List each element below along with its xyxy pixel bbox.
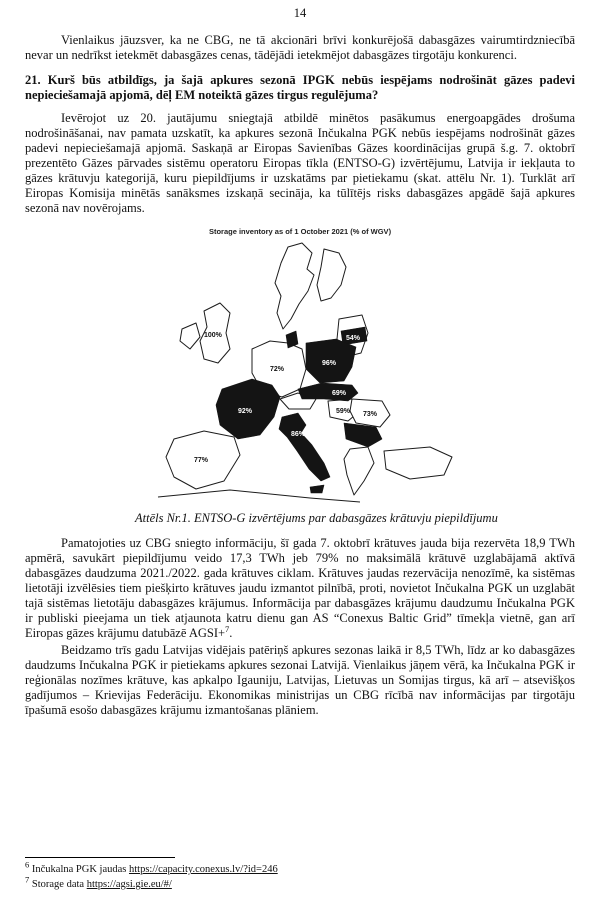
footnote-7-label: Storage data [31,879,87,890]
map-sicily-shape [310,485,324,493]
map-label-spain: 77% [194,457,209,464]
footnote-6 [25,859,575,877]
figure-caption: Attēls Nr.1. ENTSO-G izvērtējums par dabasgāzes krātuvju piepildījumu [135,511,498,525]
figure-entso-g-map [135,224,498,526]
map-denmark-shape [286,331,298,348]
map-label-romania: 73% [363,411,378,418]
paragraph-2: Ievērojot uz 20. jautājumu sniegtajā atbildē minētos pasākumus energoapgādes drošuma nodrošināšanai, nav pamata uzskatīt, ka apkures sezonā Inčukalna PGK nebūs iespējams nodrošināt gāzes padevi nepieciešamajā apjomā. Saskaņā ar Eiropas Savienības Gāzes koordinācijas grupā š.g. 7. oktobrī prezentēto Gāzes pārvades sistēmu operatoru Eiropas tīkla (ENTSO-G) izvērtējumu, Latvija ir iekļauta to gāzes krātuvju kategorijā, kuru piepildījums ir uzskatāms par pietiekamu (skat. attēlu Nr. 1). Turklāt arī Eiropas Komisija minētās sanāksmes izskaņā secināja, ka tūlītējs risks dabasgāzes apgādē šajā apkures sezonā nav novērojams. [25,111,575,215]
footnotes-section [25,857,575,892]
map-label-slovakia: 69% [332,390,347,397]
paragraph-3 [25,536,575,641]
question-21-heading: 21. Kurš būs atbildīgs, ja šajā apkures sezonā IPGK nebūs iespējams nodrošināt gāzes padevi nepieciešamajā apjomā, dēļ EM noteiktā gāzes tirgus regulējuma? [25,73,575,102]
paragraph-1: Vienlaikus jāuzsver, ka ne CBG, ne tā akcionāri brīvi konkurējošā dabasgāzes vairumtirdzniecībā nevar un nedrīkst ietekmēt dabasgāzes cenas, tādējādi ietekmējot dabasgāzes tirgotāju konkurenci. [25,33,575,62]
paragraph-4: Beidzamo trīs gadu Latvijas vidējais patēriņš apkures sezonas laikā ir 8,5 TWh, līdz ar ko dabasgāzes daudzums Inčukalna PGK ir pietiekams apkures sezonai Latvijā. Vienlaikus jāņem vērā, ka Inčukalna PGK ir reģionālas nozīmes krātuve, kas apkalpo Igauniju, Latvijas, Lietuvas un Somijas tirgus, kā arī – atsevišķos gadījumos – Krievijas Federāciju. Ekonomikas ministrijas un CBG rīcībā nav informācijas par tirgotāju īpašumā esošo dabasgāzes krājumu izmantošanas plāniem. [25,643,575,717]
map-italy-shape [279,413,330,481]
paragraph-3-tail: . [229,626,233,640]
map-label-latvia: 54% [346,335,361,342]
map-label-poland: 96% [322,360,337,367]
map-czech-slovakia-shape [298,383,358,401]
map-greece-shape [344,447,374,495]
map-finland-shape [317,249,346,301]
footnote-6-marker: 6 [25,859,30,870]
map-title: Storage inventory as of 1 October 2021 (% of WGV) [208,227,392,236]
footnote-7-marker: 7 [25,874,30,885]
map-label-germany: 72% [270,366,285,373]
footnote-ref-7: 7 [225,623,230,634]
map-label-italy: 86% [291,431,306,438]
map-label-france: 92% [238,408,253,415]
map-africa-coastline [158,490,360,502]
paragraph-3-text: Pamatojoties uz CBG sniegto informāciju, šī gada 7. oktobrī krātuves jauda bija rezervēta 18,9 TWh apmērā, savukārt piepildījumu veido 17,3 TWh jeb 79% no maksimālā krātuvē uzglabājamā aktīvā dabasgāzes daudzuma 2021./2022. gada krātuves ciklam. Krātuves jaudas rezervācija nenozīmē, ka sistēmas lietotāji izvēlēsies tiem piešķirto krātuves jaudu izmantot pilnībā, proti, novietot Inčukalna PGK un uzglabāt tajā sistēmas lietotāju dabasgāzes krājumus. Informācija par dabasgāzes krājumu daudzumu Inčukalna PGK ir publiski pieejama un tiek atjaunota katru dienu gan AS “Conexus Baltic Grid” tīmekļa vietnē, gan arī Eiropas gāzes krājumu datubāzē AGSI+ [25,536,575,640]
page-number: 14 [293,6,307,20]
map-label-uk: 100% [204,332,222,339]
footnote-7-link[interactable]: https://agsi.gie.eu/#/ [86,879,172,890]
map-label-hungary: 59% [336,408,351,415]
map-ireland-shape [180,323,200,349]
europe-storage-map [140,241,460,503]
footnote-7 [25,874,575,892]
footnote-6-label: Inčukalna PGK jaudas [31,864,129,875]
footnote-separator [25,857,175,858]
map-turkey-shape [384,447,452,479]
map-scandinavia-shape [275,243,314,329]
footnote-6-link[interactable]: https://capacity.conexus.lv/?id=246 [128,864,278,875]
